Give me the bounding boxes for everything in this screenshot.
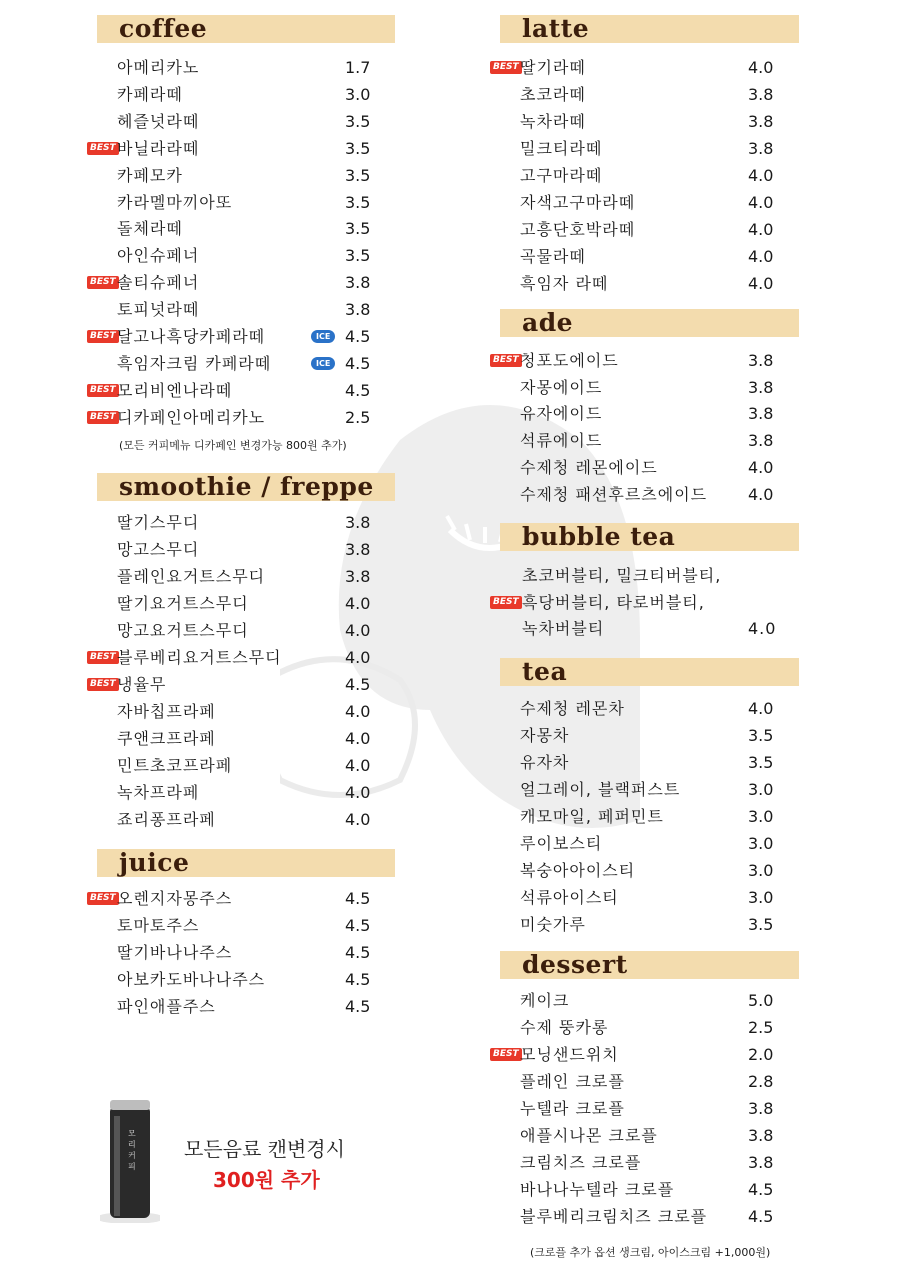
menu-item-name: 수제청 레몬차 [520, 699, 625, 718]
menu-item [97, 940, 397, 966]
menu-item [97, 190, 397, 216]
menu-item [500, 1096, 800, 1122]
menu-item-name: 돌체라떼 [117, 219, 183, 239]
can-change-price: 300원 추가 [213, 1168, 320, 1192]
menu-item [500, 1150, 800, 1176]
menu-item [97, 351, 397, 377]
menu-item-price: 3.5 [748, 753, 774, 772]
menu-item-name: 고구마라떼 [520, 166, 603, 185]
menu-item-price: 4.0 [748, 58, 774, 77]
menu-item-price: 3.0 [748, 888, 774, 907]
menu-item-price: 3.5 [345, 219, 371, 239]
menu-item-price: 2.5 [345, 407, 371, 427]
menu-item-name: 딸기바나나주스 [117, 943, 233, 962]
menu-item-price: 3.5 [345, 192, 371, 212]
menu-item-name: 수제 뚱카롱 [520, 1018, 609, 1037]
menu-item-price: 4.0 [345, 621, 371, 640]
best-badge: BEST [87, 651, 119, 664]
section-header [500, 309, 799, 337]
menu-item-name: 카라멜마끼아또 [117, 192, 233, 212]
menu-item-price: 2.5 [748, 1018, 774, 1037]
menu-item-price: 3.8 [345, 513, 371, 532]
menu-item-price: 3.5 [748, 726, 774, 745]
menu-item-name: 흑임자크림 카페라떼 [117, 353, 272, 373]
menu-item-name: 카페라떼 [117, 84, 183, 104]
menu-item [500, 401, 800, 427]
menu-item-name: 딸기스무디 [117, 513, 200, 532]
menu-item-price: 4.0 [345, 783, 371, 802]
menu-item-price: 4.5 [345, 997, 371, 1016]
menu-item [500, 696, 800, 722]
menu-item-name: 크림치즈 크로플 [520, 1153, 642, 1172]
menu-item-name: 망고스무디 [117, 540, 200, 559]
menu-item-price: 4.5 [345, 943, 371, 962]
menu-item [97, 82, 397, 108]
menu-item-price: 5.0 [748, 991, 774, 1010]
menu-item-price: 3.5 [345, 138, 371, 158]
best-badge: BEST [87, 330, 119, 343]
menu-item-name: 헤즐넛라떼 [117, 111, 200, 131]
ice-tag: ICE [311, 357, 335, 370]
menu-item [500, 912, 800, 938]
menu-item-name: 애플시나몬 크로플 [520, 1126, 658, 1145]
menu-item-name: 카페모카 [117, 165, 183, 185]
menu-item-price: 4.0 [345, 648, 371, 667]
menu-item-name: 민트초코프라페 [117, 756, 233, 775]
menu-item-price: 4.5 [345, 380, 371, 400]
menu-item [493, 1042, 800, 1068]
menu-item-name: 녹차프라페 [117, 783, 200, 802]
menu-item-price: 4.5 [345, 970, 371, 989]
menu-item-name: 달고나흑당카페라떼 [117, 327, 266, 346]
menu-item [97, 591, 397, 617]
menu-item-price: 3.8 [748, 112, 774, 131]
menu-item-price: 3.0 [748, 807, 774, 826]
section-header [500, 15, 799, 43]
menu-item-price: 3.5 [345, 111, 371, 131]
menu-item-price: 4.5 [345, 916, 371, 935]
best-badge: BEST [490, 1048, 522, 1061]
menu-item-price: 3.0 [345, 84, 371, 104]
menu-item [97, 537, 397, 563]
menu-item [500, 1123, 800, 1149]
menu-item-name: 초코라떼 [520, 85, 586, 104]
section-header [97, 15, 395, 43]
menu-item [500, 455, 800, 481]
menu-item-name: 얼그레이, 블랙퍼스트 [520, 780, 681, 799]
bubble-line-1: 초코버블티, 밀크티버블티, [522, 566, 722, 585]
menu-item-name: 오렌지자몽주스 [117, 889, 233, 908]
menu-item [493, 55, 800, 81]
menu-item-name: 모닝샌드위치 [520, 1045, 619, 1064]
menu-item-name: 복숭아아이스티 [520, 861, 636, 880]
menu-item-name: 자몽에이드 [520, 377, 603, 397]
menu-item-name: 수제청 레몬에이드 [520, 457, 658, 477]
menu-item-price: 3.8 [748, 377, 774, 397]
menu-item-price: 3.8 [748, 431, 774, 451]
best-badge: BEST [87, 892, 119, 905]
menu-item-name: 플레인요거트스무디 [117, 567, 266, 586]
menu-item-name: 유자차 [520, 753, 570, 772]
menu-item-name: 딸기라떼 [520, 58, 586, 77]
section-coffee [97, 15, 395, 43]
menu-item [500, 482, 800, 508]
menu-item [97, 55, 397, 81]
menu-item [97, 510, 397, 536]
best-badge: BEST [490, 61, 522, 74]
ice-tag: ICE [311, 330, 335, 343]
section-header [500, 951, 799, 979]
menu-item-price: 3.8 [345, 300, 371, 320]
menu-item-price: 4.0 [345, 594, 371, 613]
menu-item-name: 토피넛라떼 [117, 300, 200, 320]
menu-item-name: 냉율무 [117, 675, 167, 694]
menu-item [500, 988, 800, 1014]
menu-item-name: 자바칩프라페 [117, 702, 216, 721]
menu-item [500, 723, 800, 749]
menu-item [97, 564, 397, 590]
menu-item-name: 고흥단호박라떼 [520, 220, 636, 239]
menu-item-name: 석류아이스티 [520, 888, 619, 907]
menu-item-price: 4.0 [345, 756, 371, 775]
menu-item [97, 780, 397, 806]
menu-item-price: 3.8 [748, 351, 774, 370]
menu-item-price: 1.7 [345, 58, 371, 77]
menu-item [90, 378, 397, 404]
best-badge: BEST [87, 142, 119, 155]
menu-item-name: 석류에이드 [520, 431, 603, 451]
menu-item [90, 405, 397, 431]
menu-item-name: 누텔라 크로플 [520, 1099, 625, 1118]
menu-item-price: 4.5 [345, 889, 371, 908]
menu-item [500, 750, 800, 776]
menu-item-price: 4.0 [345, 729, 371, 748]
menu-item [97, 967, 397, 993]
section-title: dessert [522, 950, 628, 979]
dessert-note: (크로플 추가 옵션 생크림, 아이스크림 +1,000원) [530, 1246, 771, 1259]
menu-item-name: 바나나누텔라 크로플 [520, 1180, 675, 1199]
menu-item [500, 271, 800, 297]
section-smoothie [97, 473, 395, 501]
menu-item [97, 243, 397, 269]
menu-item-price: 3.8 [345, 567, 371, 586]
menu-item-price: 3.5 [345, 246, 371, 266]
menu-item-name: 블루베리크림치즈 크로플 [520, 1207, 708, 1226]
bubble-line-2: 흑당버블티, 타로버블티, [522, 593, 705, 612]
menu-item [97, 913, 397, 939]
menu-item-name: 수제청 패션후르츠에이드 [520, 484, 708, 504]
menu-item-price: 3.8 [748, 85, 774, 104]
menu-item-price: 3.8 [748, 1099, 774, 1118]
best-badge: BEST [490, 596, 522, 609]
menu-item-name: 아인슈페너 [117, 246, 200, 266]
menu-item-price: 4.0 [748, 166, 774, 185]
menu-item-price: 4.0 [748, 193, 774, 212]
menu-item-name: 캐모마일, 페퍼민트 [520, 807, 664, 826]
section-header [97, 849, 395, 877]
menu-item [500, 804, 800, 830]
menu-item-name: 딸기요거트스무디 [117, 594, 249, 613]
menu-item-name: 파인애플주스 [117, 997, 216, 1016]
section-title: coffee [119, 14, 208, 43]
menu-item-price: 4.0 [345, 702, 371, 721]
menu-item-name: 토마토주스 [117, 916, 200, 935]
menu-item [500, 163, 800, 189]
menu-item [500, 1177, 800, 1203]
coffee-note: (모든 커피메뉴 디카페인 변경가능 800원 추가) [119, 439, 347, 452]
menu-item-name: 곡물라떼 [520, 247, 586, 266]
menu-item-price: 4.0 [748, 247, 774, 266]
can-change-note: 모든음료 캔변경시 [184, 1137, 345, 1161]
menu-item [500, 777, 800, 803]
menu-item-price: 3.8 [748, 139, 774, 158]
section-dessert [500, 951, 799, 979]
menu-item-name: 아메리카노 [117, 58, 200, 77]
menu-item [500, 82, 800, 108]
section-bubble-tea [500, 523, 799, 551]
menu-item-price: 4.0 [748, 484, 774, 504]
menu-item [90, 886, 397, 912]
section-latte [500, 15, 799, 43]
menu-item-name: 루이보스티 [520, 834, 603, 853]
menu-item-name: 솔티슈페너 [117, 273, 200, 293]
menu-item-price: 3.5 [748, 915, 774, 934]
menu-item-name: 미숫가루 [520, 915, 586, 934]
best-badge: BEST [87, 678, 119, 691]
bubble-price: 4.0 [748, 619, 777, 638]
menu-item-price: 4.5 [345, 327, 371, 346]
menu-item-price: 4.0 [748, 457, 774, 477]
menu-item [500, 885, 800, 911]
menu-item [500, 217, 800, 243]
menu-item-name: 밀크티라떼 [520, 139, 603, 158]
menu-item [97, 726, 397, 752]
menu-item-name: 케이크 [520, 991, 570, 1010]
menu-item-price: 2.8 [748, 1072, 774, 1091]
menu-item [97, 753, 397, 779]
menu-item [97, 216, 397, 242]
menu-item [500, 831, 800, 857]
menu-item [500, 244, 800, 270]
best-badge: BEST [87, 276, 119, 289]
menu-item-name: 자몽차 [520, 726, 570, 745]
menu-item [90, 136, 397, 162]
section-juice [97, 849, 395, 877]
menu-item [500, 428, 800, 454]
menu-item [90, 270, 397, 296]
menu-item-price: 2.0 [748, 1045, 774, 1064]
menu-item-price: 3.0 [748, 780, 774, 799]
menu-item-name: 플레인 크로플 [520, 1072, 625, 1091]
menu-item [500, 190, 800, 216]
menu-item [500, 1069, 800, 1095]
section-tea [500, 658, 799, 686]
menu-item-name: 쿠앤크프라페 [117, 729, 216, 748]
menu-item [97, 163, 397, 189]
section-title: latte [522, 14, 590, 43]
section-title: tea [522, 657, 568, 686]
section-title: smoothie / freppe [119, 472, 374, 501]
section-title: ade [522, 308, 574, 337]
menu-item-price: 4.0 [748, 274, 774, 293]
can-label: 모리커피 [128, 1129, 136, 1171]
menu-item-name: 바닐라라떼 [117, 138, 200, 158]
menu-item-price: 3.8 [345, 540, 371, 559]
menu-item-price: 3.0 [748, 861, 774, 880]
menu-item [97, 618, 397, 644]
menu-item [500, 1015, 800, 1041]
menu-item [500, 136, 800, 162]
bubble-line-3: 녹차버블티 [522, 619, 605, 638]
menu-item-price: 3.8 [748, 404, 774, 424]
menu-item-price: 3.8 [748, 1126, 774, 1145]
menu-item-name: 청포도에이드 [520, 351, 619, 370]
menu-item-name: 죠리퐁프라페 [117, 810, 216, 829]
menu-item-price: 4.0 [748, 699, 774, 718]
menu-item [97, 109, 397, 135]
menu-item-price: 4.0 [748, 220, 774, 239]
section-title: juice [119, 848, 190, 877]
menu-item-price: 3.8 [748, 1153, 774, 1172]
section-header [500, 658, 799, 686]
best-badge: BEST [490, 354, 522, 367]
menu-item [500, 858, 800, 884]
menu-item-name: 자색고구마라떼 [520, 193, 636, 212]
menu-item-price: 3.5 [345, 165, 371, 185]
section-title: bubble tea [522, 522, 676, 551]
menu-item-price: 4.5 [748, 1207, 774, 1226]
section-ade [500, 309, 799, 337]
menu-item-name: 모리비엔나라떼 [117, 380, 233, 400]
menu-item-name: 녹차라떼 [520, 112, 586, 131]
menu-item-price: 4.5 [345, 353, 371, 373]
menu-item-price: 3.0 [748, 834, 774, 853]
menu-item [97, 699, 397, 725]
menu-item [90, 324, 397, 350]
menu-item [500, 109, 800, 135]
menu-item-name: 디카페인아메리카노 [117, 407, 266, 427]
menu-item [97, 297, 397, 323]
menu-item [97, 807, 397, 833]
menu-item-name: 망고요거트스무디 [117, 621, 249, 640]
best-badge: BEST [87, 411, 119, 424]
menu-item-price: 4.5 [345, 675, 371, 694]
menu-item-name: 블루베리요거트스무디 [117, 648, 282, 667]
menu-item-price: 4.5 [748, 1180, 774, 1199]
menu-item [493, 348, 800, 374]
menu-item-name: 흑임자 라떼 [520, 274, 609, 293]
best-badge: BEST [87, 384, 119, 397]
menu-item [90, 645, 397, 671]
menu-item [500, 1204, 800, 1230]
section-header [500, 523, 799, 551]
menu-item [90, 672, 397, 698]
menu-item [500, 375, 800, 401]
menu-item [97, 994, 397, 1020]
menu-item-name: 아보카도바나나주스 [117, 970, 266, 989]
section-header [97, 473, 395, 501]
menu-item-name: 유자에이드 [520, 404, 603, 424]
menu-item-price: 4.0 [345, 810, 371, 829]
menu-item-price: 3.8 [345, 273, 371, 293]
